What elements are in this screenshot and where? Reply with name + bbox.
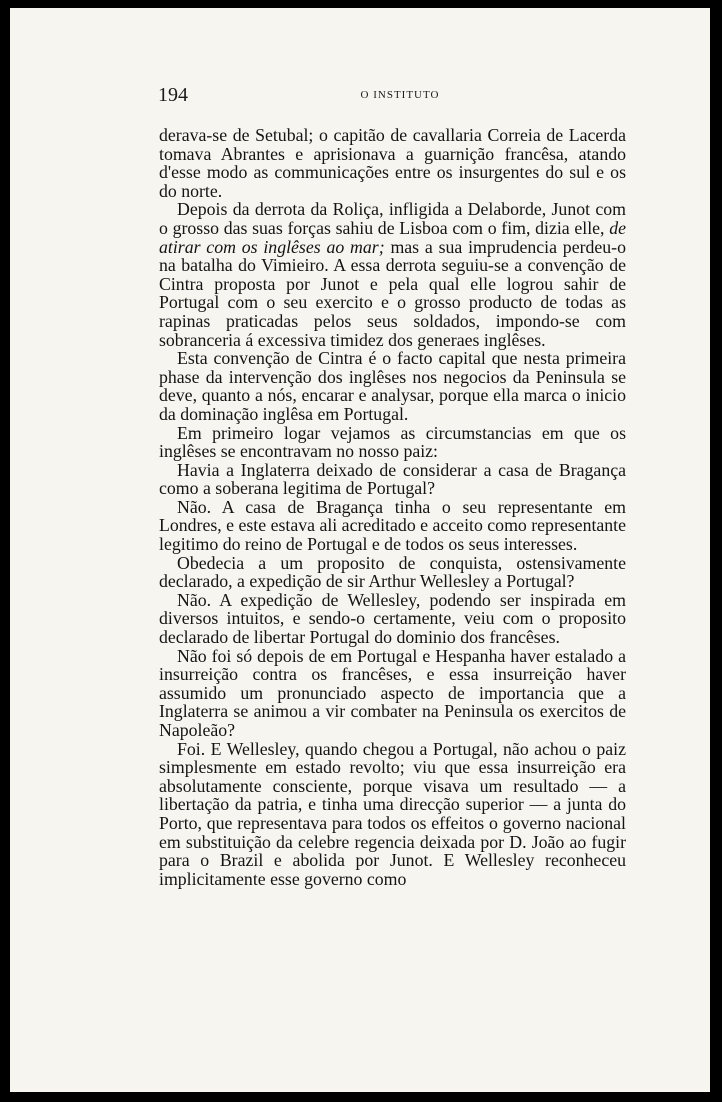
page-header [158,82,642,112]
paragraph-text: Não. A casa de Bragança tinha o seu representante em Londres, e este estava ali acreditado e acceito como representante legitimo do reino de Portugal e de todos os seus interesses. [159,496,627,555]
paragraph-text: Depois da derrota da Roliça, infligida a Delaborde, Junot com o grosso das suas forças sahiu de Lisboa com o fim, dizia elle, [159,199,626,238]
paragraph [159,591,626,647]
page-number: 194 [158,84,188,106]
paragraph-text: Havia a Inglaterra deixado de considerar a casa de Bragança como a soberana legitima de Portugal? [159,459,626,499]
paragraph [159,461,626,498]
running-title: O INSTITUTO [360,89,440,101]
paragraph [159,647,626,740]
paragraph [159,498,626,554]
body-text [159,126,626,888]
paragraph-text: Obedecia a um proposito de conquista, ostensivamente declarado, a expedição de sir Arthur Wellesley a Portugal? [159,552,626,592]
document-page [10,8,710,1092]
paragraph [159,200,626,349]
paragraph-text: mas a sua imprudencia perdeu-o na batalha do Vimieiro. A essa derrota seguiu-se a convenção de Cintra proposta por Junot e pela qual elle logrou sahir de Portugal com o seu exercito e o grosso producto de todas as rapinas praticadas pelos seus soldados, impondo-se com sobranceria á excessiva timidez dos generaes inglêses. [159,236,626,350]
paragraph-text: Não. A expedição de Wellesley, podendo ser inspirada em diversos intuitos, e sendo-o certamente, veiu com o proposito declarado de libertar Portugal do dominio dos francêses. [159,589,626,648]
paragraph-text: Em primeiro logar vejamos as circumstancias em que os inglêses se encontravam no nosso paiz: [159,422,626,462]
paragraph-text: Foi. E Wellesley, quando chegou a Portugal, não achou o paiz simplesmente em estado revolto; viu que essa insurreição era absolutamente consciente, porque visava um resultado — a libertação da patria, e tinha uma direcção superior — a junta do Porto, que representava para todos os effeitos o governo nacional em substituição da celebre regencia deixada por D. João ao fugir para o Brazil e abolida por Junot. E Wellesley reconheceu implicitamente esse governo como [159,738,626,889]
paragraph [159,554,626,591]
paragraph [159,424,626,461]
italic-quote: de atirar com os inglêses ao mar; [159,217,626,257]
paragraph-text: Não foi só depois de em Portugal e Hespanha haver estalado a insurreição contra os francêses, e essa insurreição haver assumido um pronunciado aspecto de importancia que a Inglaterra se animou a vir combater na Peninsula os exercitos de Napoleão? [159,645,626,740]
paragraph [159,126,626,200]
paragraph-text: Esta convenção de Cintra é o facto capital que nesta primeira phase da intervenção dos inglêses nos negocios da Peninsula se deve, quanto a nós, encarar e analysar, porque ella marca o inicio da dominação inglêsa em Portugal. [159,348,626,424]
paragraph [159,740,626,889]
paragraph-text: derava-se de Setubal; o capitão de cavallaria Correia de Lacerda tomava Abrantes e aprisionava a guarnição francêsa, atando d'esse modo as communicações entre os insurgentes do sul e os do norte. [159,125,626,201]
paragraph [159,349,626,423]
